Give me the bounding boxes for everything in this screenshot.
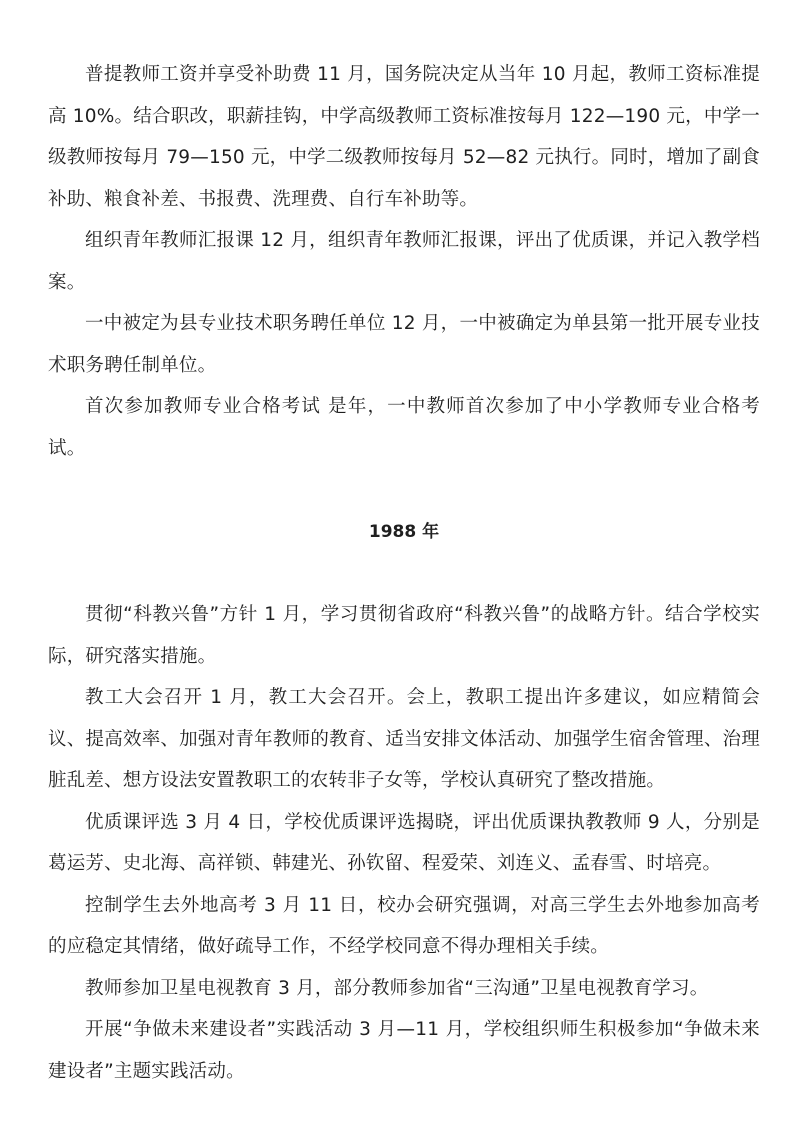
document-page [48,54,760,1092]
paragraph-staff-congress: 教工大会召开 1 月，教工大会召开。会上，教职工提出许多建议，如应精简会议、提高效率、加强对青年教师的教育、适当安排文体活动、加强学生宿舍管理、治理脏乱差、想方设法安置教职工的农转非子女等，学校认真研究了整改措施。 [48,687,760,791]
paragraph-exam-control: 控制学生去外地高考 3 月 11 日，校办会研究强调，对高三学生去外地参加高考的应稳定其情绪，做好疏导工作，不经学校同意不得办理相关手续。 [48,894,760,957]
paragraph-teacher-salary: 普提教师工资并享受补助费 11 月，国务院决定从当年 10 月起，教师工资标准提高 10%。结合职改，职薪挂钩，中学高级教师工资标准按每月 122—190 元，中学一级教师按每月 79—150 元，中学二级教师按每月 52—82 元执行。同时，增加了副食补助、粮食补差、书报费、洗理费、自行车补助等。 [48,64,760,210]
paragraph-satellite-tv-education: 教师参加卫星电视教育 3 月，部分教师参加省“三沟通”卫星电视教育学习。 [85,977,709,999]
paragraph-qualification-exam: 首次参加教师专业合格考试 是年，一中教师首次参加了中小学教师专业合格考试。 [48,396,760,459]
paragraph-science-education: 贯彻“科教兴鲁”方针 1 月，学习贯彻省政府“科教兴鲁”的战略方针。结合学校实际，研究落实措施。 [48,604,760,667]
paragraph-future-builders-activity: 开展“争做未来建设者”实践活动 3 月—11 月，学校组织师生积极参加“争做未来建设者”主题实践活动。 [48,1019,760,1082]
paragraph-quality-lesson-selection: 优质课评选 3 月 4 日，学校优质课评选揭晓，评出优质课执教教师 9 人，分别是葛运芳、史北海、高祥锁、韩建光、孙钦留、程爱荣、刘连义、孟春雪、时培亮。 [48,811,760,874]
paragraph-young-teacher-lessons: 组织青年教师汇报课 12 月，组织青年教师汇报课，评出了优质课，并记入教学档案。 [48,230,760,293]
paragraph-job-appointment-unit: 一中被定为县专业技术职务聘任单位 12 月，一中被确定为单县第一批开展专业技术职务聘任制单位。 [48,313,760,376]
year-heading: 1988 年 [368,522,440,542]
